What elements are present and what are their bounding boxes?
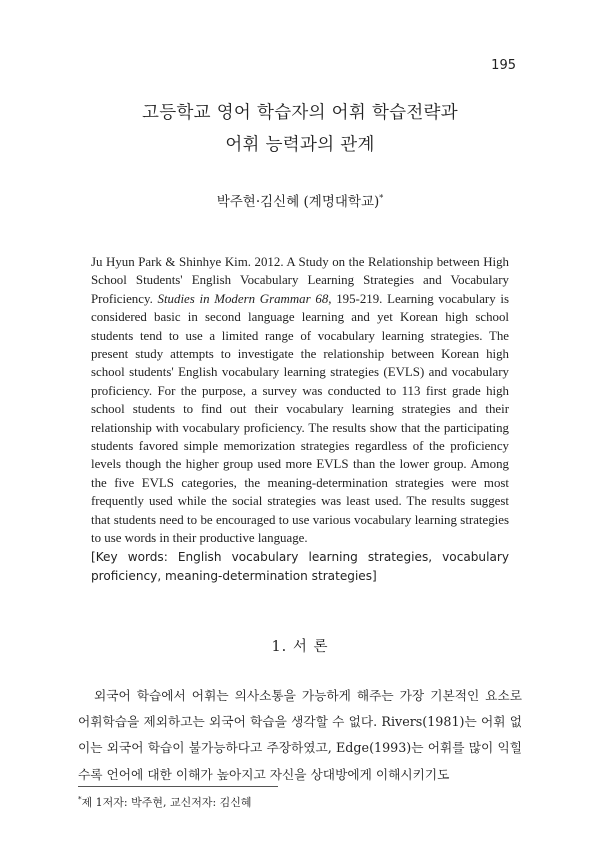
- author-footnote-marker: *: [379, 193, 384, 203]
- footnote-divider: [78, 786, 278, 787]
- citation-suffix: , 195-219.: [328, 291, 388, 306]
- title-line-1: 고등학교 영어 학습자의 어휘 학습전략과: [142, 103, 458, 123]
- section-heading: 1. 서 론: [271, 639, 329, 655]
- footnote-text: 제 1저자: 박주현, 교신저자: 김신혜: [81, 796, 252, 809]
- journal-name: Studies in Modern Grammar 68: [157, 291, 329, 306]
- citation-prefix: Ju Hyun Park & Shinhye Kim. 2012. A Study on the Relationship between High School Students' English Vocabulary Learning Strategies and Vocabulary Proficiency.: [91, 255, 509, 306]
- paper-title: [0, 97, 600, 161]
- footnote: [78, 794, 252, 810]
- keywords: [Key words: English vocabulary learning strategies, vocabulary proficiency, meaning-determination strategies]: [91, 550, 509, 583]
- footnote-marker: *: [78, 795, 82, 804]
- page-number: 195: [491, 58, 516, 73]
- abstract: [91, 253, 509, 548]
- title-line-2: 어휘 능력과의 관계: [225, 135, 375, 155]
- author-names: 박주현·김신혜 (계명대학교): [216, 194, 380, 210]
- abstract-text: Learning vocabulary is considered basic in second language learning and yet Korean high school students tend to use a limited range of vocabulary learning strategies. The present study attempts to investigate the relationship between Korean high school students' English vocabulary learning strategies (EVLS) and vocabulary proficiency. For the purpose, a survey was conducted to 113 first grade high school students to find out their vocabulary learning strategies and their relationship with vocabulary proficiency. The results show that the participating students favored simple memorization strategies regardless of the proficiency levels though the higher group used more EVLS than the lower group. Among the five EVLS categories, the meaning-determination strategies were most frequently used while the social strategies was least used. The results suggest that students need to be encouraged to use various vocabulary learning strategies to use words in their productive language.: [91, 291, 509, 546]
- body-paragraph: 외국어 학습에서 어휘는 의사소통을 가능하게 해주는 가장 기본적인 요소로 어휘학습을 제외하고는 외국어 학습을 생각할 수 없다. Rivers(1981)는 어휘 없이는 외국어 학습이 불가능하다고 주장하였고, Edge(1993)는 어휘를 많이 익힐수록 언어에 대한 이해가 높아지고 자신을 상대방에게 이해시키기도: [78, 688, 522, 782]
- author-line: [0, 190, 600, 210]
